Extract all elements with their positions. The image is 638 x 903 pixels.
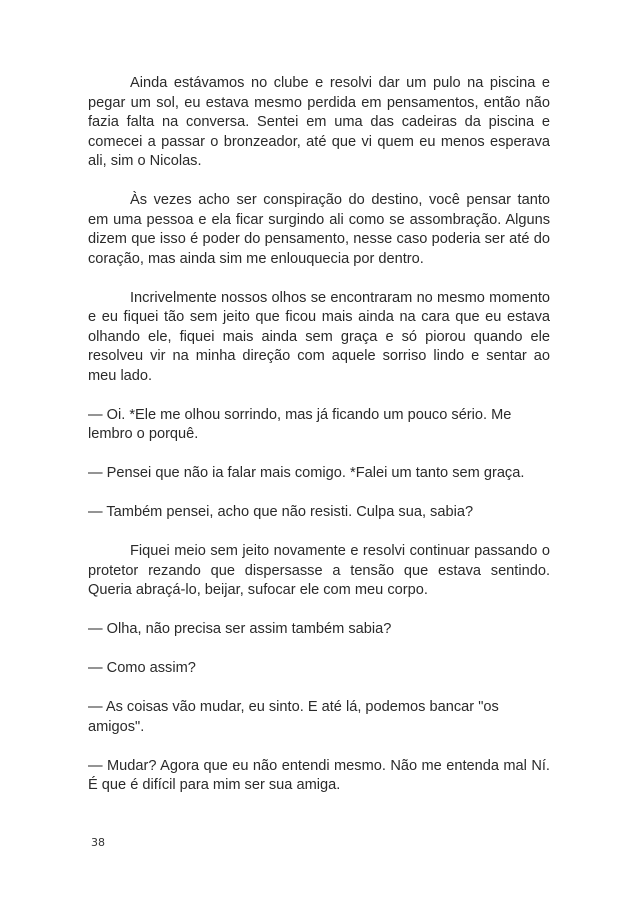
dialogue-line: — As coisas vão mudar, eu sinto. E até lá, podemos bancar "os amigos". (88, 699, 499, 735)
dialogue-line: — Também pensei, acho que não resisti. Culpa sua, sabia? (88, 504, 474, 520)
dialogue-line: — Oi. *Ele me olhou sorrindo, mas já ficando um pouco sério. Me lembro o porquê. (88, 406, 512, 442)
page-body-text (88, 74, 550, 815)
paragraph: Às vezes acho ser conspiração do destino, você pensar tanto em uma pessoa e ela ficar surgindo ali como se assombração. Alguns dizem que isso é poder do pensamento, nesse caso poderia ser até do coração, mas ainda sim me enlouquecia por dentro. (88, 192, 550, 267)
page-number: 38 (91, 836, 105, 849)
dialogue-line: — Pensei que não ia falar mais comigo. *Falei um tanto sem graça. (88, 465, 525, 481)
dialogue-line: — Como assim? (88, 660, 196, 676)
paragraph: Ainda estávamos no clube e resolvi dar um pulo na piscina e pegar um sol, eu estava mesmo perdida em pensamentos, então não fazia falta na conversa. Sentei em uma das cadeiras da piscina e comecei a passar o bronzeador, até que vi quem eu menos esperava ali, sim o Nicolas. (88, 75, 550, 169)
dialogue-line: — Mudar? Agora que eu não entendi mesmo. Não me entenda mal Ní. É que é difícil para mim ser sua amiga. (88, 757, 550, 793)
paragraph: Fiquei meio sem jeito novamente e resolvi continuar passando o protetor rezando que dispersasse a tensão que estava sentindo. Queria abraçá-lo, beijar, sufocar ele com meu corpo. (88, 543, 550, 598)
dialogue-line: — Olha, não precisa ser assim também sabia? (88, 621, 392, 637)
paragraph: Incrivelmente nossos olhos se encontraram no mesmo momento e eu fiquei tão sem jeito que ficou mais ainda na cara que eu estava olhando ele, fiquei mais ainda sem graça e só piorou quando ele resolveu vir na minha direção com aquele sorriso lindo e sentar ao meu lado. (88, 289, 550, 384)
